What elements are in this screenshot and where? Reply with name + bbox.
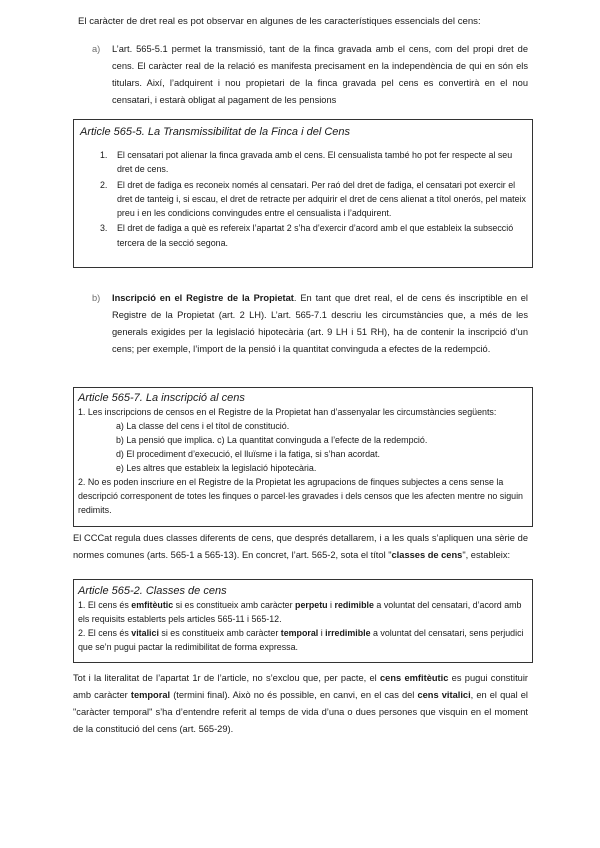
text-run: 1. El cens és xyxy=(78,600,132,610)
bold-run: irredimible xyxy=(325,628,371,638)
article-565-5-list xyxy=(100,148,526,250)
text-run: i xyxy=(327,600,335,610)
bold-run: emfitèutic xyxy=(131,600,174,610)
paragraph-bold: cens vitalici xyxy=(417,690,471,700)
paragraph-text: El CCCat regula dues classes diferents de cens, que després detallarem, i a les quals s’apliquen una sèrie de normes comunes (arts. 565-1 a 565-13). En concret, l’art. 565-2, sota el títol " xyxy=(73,533,528,560)
text-run: si es constitueix amb caràcter xyxy=(173,600,296,610)
bold-run: temporal xyxy=(280,628,319,638)
paragraph-classes-de-cens xyxy=(73,530,528,564)
intro-paragraph: El caràcter de dret real es pot observar en algunes de les característiques essencials del cens: xyxy=(78,16,481,27)
bold-run: redimible xyxy=(334,600,374,610)
article-565-2-title: Article 565-2. Classes de cens xyxy=(78,585,227,597)
article-565-2-paragraph-1 xyxy=(78,598,528,626)
article-565-2-box xyxy=(73,579,533,663)
article-565-7-box xyxy=(73,387,533,527)
bold-run: perpetu xyxy=(295,600,328,610)
item-b-text xyxy=(112,290,528,358)
paragraph-bold: classes de cens xyxy=(391,550,463,560)
item-a xyxy=(78,41,528,109)
list-item-number: 1. xyxy=(100,150,108,160)
article-565-7-title: Article 565-7. La inscripció al cens xyxy=(78,392,245,404)
article-565-7-paragraph-1: 1. Les inscripcions de censos en el Registre de la Propietat han d’assenyalar les circumstàncies següents: xyxy=(78,407,497,417)
item-a-text: L’art. 565-5.1 permet la transmissió, tant de la finca gravada amb el cens, com del propi dret de cens. El caràcter real de la relació es manifesta precisament en la independència de qui en són els titulars. Així, l’adquirent i nou propietari de la finca gravada pel cens es convertirà en el nou censatari, i estarà obligat al pagament de les pensions xyxy=(112,44,528,105)
paragraph-text: , en el qual el "caràcter temporal" s’ha d’entendre referit al temps de vida d’una o dues persones que visquin en el moment de la constitució del cens (art. 565-29). xyxy=(73,690,528,734)
article-565-5-title: Article 565-5. La Transmissibilitat de la Finca i del Cens xyxy=(80,126,351,138)
text-run: 2. El cens és xyxy=(78,628,132,638)
item-b-body: . En tant que dret real, el de cens és inscriptible en el Registre de la Propietat (art. 2 LH). L’art. 565-7.1 descriu les circumstàncies que, a més de les generals exigides per la legislació hipotecària (art. 9 LH i 51 RH), ha de contenir la inscripció d’un cens; per exemple, l’import de la pensió i la quantitat convinguda a efectes de la redempció. xyxy=(112,293,528,354)
list-item xyxy=(100,148,526,177)
sub-item: b) La pensió que implica. c) La quantitat convinguda a l’efecte de la redempció. xyxy=(116,435,428,445)
sub-item: e) Les altres que estableix la legislació hipotecària. xyxy=(116,463,317,473)
article-565-7-paragraph-2: 2. No es poden inscriure en el Registre de la Propietat les agrupacions de finques subjectes a cens sense la descripció corresponent de totes les finques o parcel·les gravades i dels censos que les afecten mentre no siguin redimits. xyxy=(78,477,523,515)
item-b-marker: b) xyxy=(92,293,101,303)
item-b-bold: Inscripció en el Registre de la Propietat xyxy=(112,293,294,303)
list-item xyxy=(100,178,526,221)
paragraph-text: Tot i la literalitat de l’apartat 1r de l’article, no s’exclou que, per pacte, el xyxy=(73,673,381,683)
list-item xyxy=(100,221,526,250)
item-b xyxy=(78,290,528,358)
bold-run: vitalici xyxy=(131,628,159,638)
article-565-5-box xyxy=(73,119,533,268)
paragraph-bold: temporal xyxy=(130,690,171,700)
paragraph-text: es pugui constituir amb caràcter xyxy=(73,673,529,700)
article-565-2-paragraph-2 xyxy=(78,626,528,654)
list-item-text: El dret de fadiga a què es refereix l’apartat 2 s’ha d’exercir d’acord amb el que estableix la subsecció tercera de la secció segona. xyxy=(117,223,514,248)
text-run: a voluntat del censatari, sens perjudici que se’n pugui pactar la redimibilitat de forma expressa. xyxy=(78,628,524,652)
text-run: i xyxy=(318,628,326,638)
item-a-marker: a) xyxy=(92,44,101,54)
text-run: a voluntat del censatari, d’acord amb els requisits establerts pels articles 565-11 i 565-12. xyxy=(78,600,522,624)
paragraph-literalitat xyxy=(73,670,528,738)
sub-item: d) El procediment d’execució, el lluïsme i la fatiga, si s’han acordat. xyxy=(116,449,380,459)
list-item-text: El dret de fadiga es reconeix només al censatari. Per raó del dret de fadiga, el censatari pot exercir el dret de tanteig i, si escau, el dret de retracte per adquirir el dret de cens alienat a títol onerós, pel mateix preu i en les condicions convingudes entre el censualista i l’adquirent. xyxy=(117,179,526,219)
list-item-text: El censatari pot alienar la finca gravada amb el cens. El censualista també ho pot fer respecte al seu dret de cens. xyxy=(117,150,513,175)
paragraph-text: (termini final). Això no és possible, en canvi, en el cas del xyxy=(170,690,418,700)
list-item-number: 3. xyxy=(100,223,108,234)
list-item-number: 2. xyxy=(100,179,108,190)
sub-item: a) La classe del cens i el títol de constitució. xyxy=(116,421,290,431)
paragraph-text: ", estableix: xyxy=(462,550,511,560)
text-run: si es constitueix amb caràcter xyxy=(158,628,281,638)
paragraph-bold: cens emfitèutic xyxy=(380,673,449,683)
